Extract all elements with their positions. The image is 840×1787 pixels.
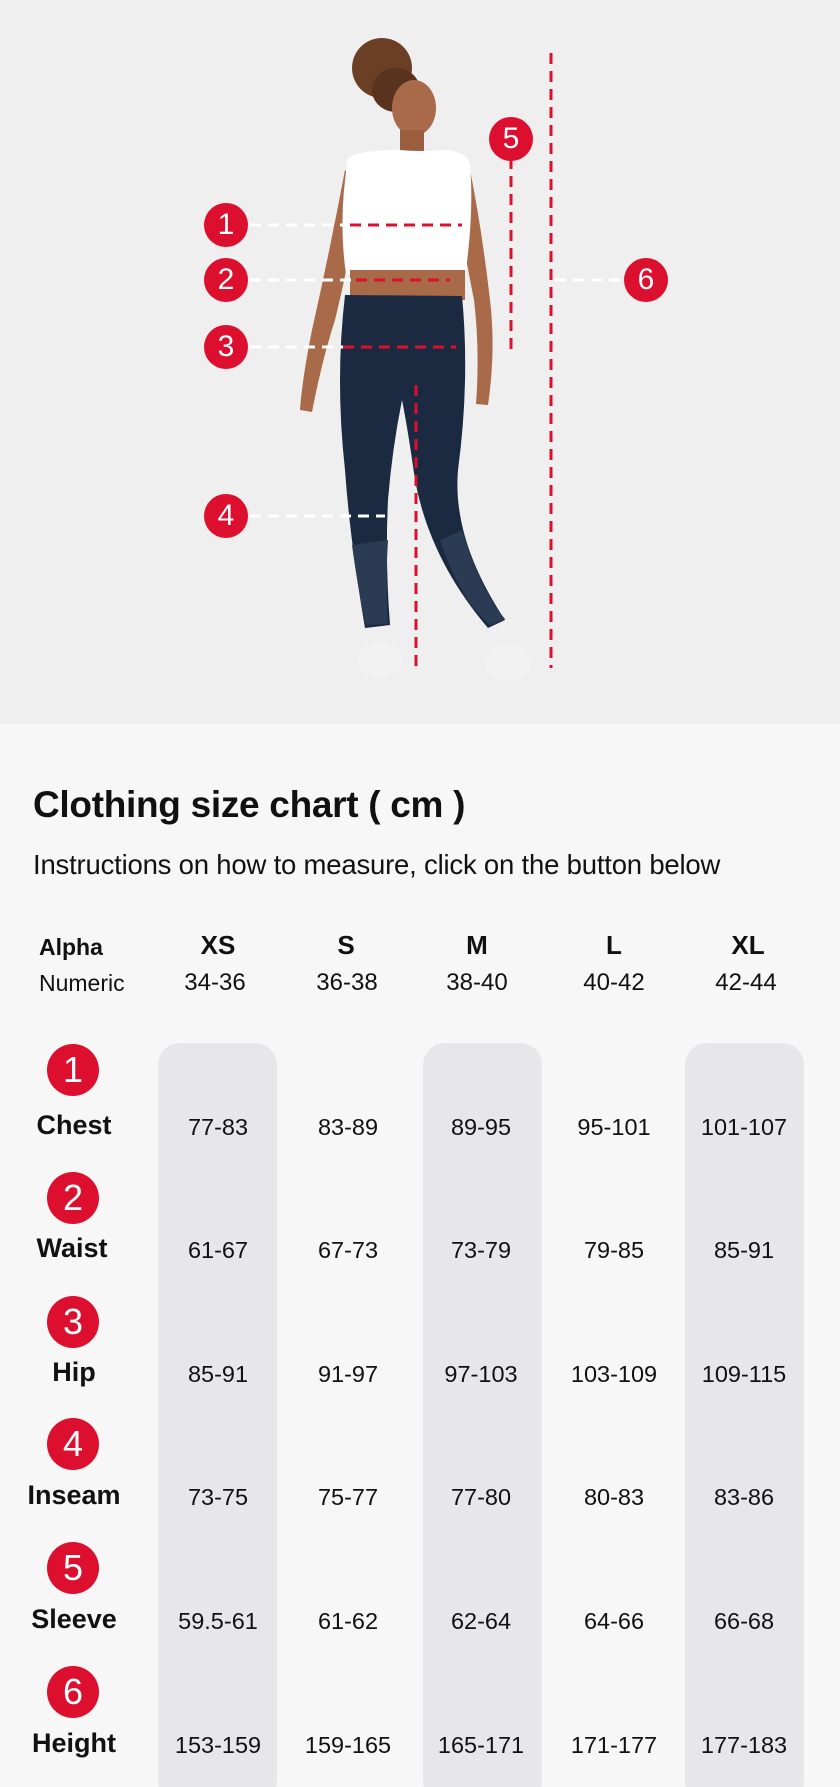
table-cell: 79-85 [583,1237,645,1263]
column-header-numeric: 42-44 [715,969,777,996]
column-highlight-xs [158,1043,277,1787]
row-label: Hip [52,1357,96,1387]
column-highlight-xl [685,1043,804,1787]
table-cell: 64-66 [583,1608,645,1634]
row-number-badge: 4 [47,1418,99,1470]
callout-waist-badge: 2 [204,258,248,302]
column-header-numeric: 38-40 [446,969,508,996]
callout-sleeve-badge: 5 [489,117,533,161]
model-figure [0,0,840,724]
page-title: Clothing size chart ( cm ) [33,784,466,825]
table-cell: 109-115 [701,1361,787,1387]
table-cell: 73-75 [187,1484,249,1510]
column-header-numeric: 36-38 [316,969,378,996]
table-cell: 171-177 [570,1732,658,1758]
table-cell: 83-89 [317,1114,379,1140]
column-header-alpha: M [466,930,488,960]
column-header-alpha: L [606,930,622,960]
table-cell: 62-64 [450,1608,512,1634]
table-cell: 89-95 [450,1114,512,1140]
row-label: Height [32,1728,116,1758]
column-highlight-m [423,1043,542,1787]
row-number-badge: 6 [47,1666,99,1718]
table-cell: 66-68 [713,1608,775,1634]
numeric-label: Numeric [39,970,125,996]
callout-inseam-badge: 4 [204,494,248,538]
row-number-badge: 5 [47,1542,99,1594]
callout-hip-badge: 3 [204,325,248,369]
table-cell: 101-107 [700,1114,788,1140]
table-cell: 91-97 [317,1361,379,1387]
table-cell: 95-101 [577,1114,651,1140]
row-label: Inseam [27,1480,121,1510]
table-cell: 80-83 [583,1484,645,1510]
page-subtitle: Instructions on how to measure, click on the button below [33,849,721,880]
table-cell: 77-80 [450,1484,512,1510]
table-cell: 103-109 [570,1361,658,1387]
table-cell: 97-103 [444,1361,518,1387]
alpha-label: Alpha [39,934,103,960]
table-cell: 83-86 [713,1484,775,1510]
table-cell: 61-67 [187,1237,249,1263]
table-cell: 75-77 [317,1484,379,1510]
table-cell: 59.5-61 [178,1608,258,1634]
row-number-badge: 3 [47,1296,99,1348]
row-label: Sleeve [31,1604,117,1634]
column-header-alpha: S [337,930,355,960]
table-cell: 177-183 [700,1732,788,1758]
column-header-alpha: XL [731,930,765,960]
table-cell: 77-83 [187,1114,249,1140]
column-header-numeric: 40-42 [583,969,645,996]
row-number-badge: 2 [47,1172,99,1224]
column-header-alpha: XS [200,930,236,960]
table-cell: 73-79 [450,1237,512,1263]
table-cell: 159-165 [304,1732,392,1758]
table-cell: 67-73 [317,1237,379,1263]
callout-height-badge: 6 [624,258,668,302]
row-label: Chest [36,1110,112,1140]
table-cell: 61-62 [317,1608,379,1634]
measurement-illustration [0,0,840,724]
table-cell: 85-91 [713,1237,775,1263]
table-cell: 165-171 [437,1732,525,1758]
row-label: Waist [36,1233,108,1263]
row-number-badge: 1 [47,1044,99,1096]
table-cell: 153-159 [174,1732,262,1758]
column-header-numeric: 34-36 [184,969,246,996]
callout-chest-badge: 1 [204,203,248,247]
table-cell: 85-91 [187,1361,249,1387]
